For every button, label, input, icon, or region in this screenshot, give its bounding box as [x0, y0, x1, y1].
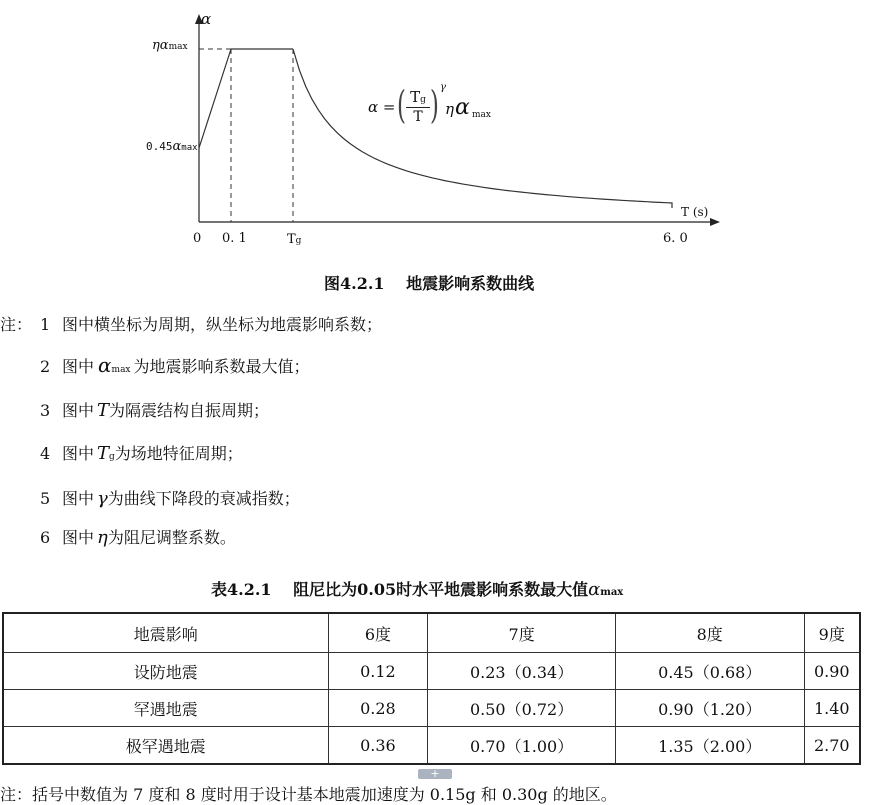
figure-caption: 图4.2.1 地震影响系数曲线 [324, 274, 535, 293]
note-text-post: 为阻尼调整系数。 [107, 528, 236, 547]
note-number: 3 [40, 401, 51, 420]
note-text-pre: 图中 [62, 401, 95, 420]
fraction-numerator: T [410, 88, 421, 106]
table-cell: 0.45（0.68） [615, 653, 804, 690]
alpha-symbol: α [98, 353, 112, 377]
fraction-denominator: T [413, 109, 423, 125]
g-subscript: g [295, 236, 302, 246]
note-item-2 [40, 353, 310, 377]
left-paren: ( [396, 83, 406, 127]
table-header-cell: 7度 [428, 613, 616, 653]
note-text-post: 为曲线下降段的衰减指数； [107, 489, 300, 508]
alpha-symbol: α [159, 38, 169, 53]
note-item-4 [40, 441, 243, 464]
note-number: 1 [40, 315, 51, 334]
max-subscript: max [600, 587, 624, 598]
table-cell: 设防地震 [3, 653, 328, 690]
note-text-post: 为场地特征周期； [114, 444, 243, 463]
note-number: 5 [40, 489, 51, 508]
eta-symbol: η [97, 527, 108, 548]
t-symbol: T [97, 400, 110, 421]
note-number: 2 [40, 357, 51, 376]
note-text-pre: 图中 [62, 489, 95, 508]
max-subscript: max [168, 42, 188, 52]
table-cell: 0.70（1.00） [428, 727, 616, 765]
note-text-post: 为隔震结构自振周期； [109, 401, 270, 420]
note-number: 4 [40, 444, 51, 463]
x-tick-0.1: 0. 1 [222, 231, 247, 246]
table-footnote: 注：括号中数值为 7 度和 8 度时用于设计基本地震加速度为 0.15g 和 0.30g 的地区。 [0, 785, 617, 804]
right-paren: ) [429, 83, 439, 127]
table-header-cell: 地震影响 [3, 613, 328, 653]
max-subscript: max [181, 143, 198, 153]
expand-handle-button[interactable] [418, 769, 452, 779]
table-cell: 1.40 [804, 690, 860, 727]
table-cell: 0.28 [328, 690, 428, 727]
note-item-6 [40, 525, 236, 548]
max-subscript: max [111, 365, 131, 375]
g-subscript: g [109, 452, 115, 462]
note-number: 6 [40, 528, 51, 547]
alpha-max-table [2, 612, 861, 765]
g-subscript: g [420, 95, 426, 105]
x-axis-label: T (s) [681, 205, 709, 219]
eta-symbol: η [445, 100, 454, 118]
x-axis-arrow [710, 218, 720, 226]
table-header-cell: 8度 [615, 613, 804, 653]
table-caption [211, 577, 623, 600]
table-caption-text: 表4.2.1 阻尼比为0.05时水平地震影响系数最大值 [211, 580, 589, 599]
table-cell: 0.90 [804, 653, 860, 690]
x-tick-0: 0 [193, 231, 202, 246]
x-tick-6.0: 6. 0 [663, 231, 688, 246]
table-row [3, 690, 860, 727]
alpha-symbol: α [588, 579, 601, 600]
note-item-3 [40, 398, 269, 421]
x-tick-tg [287, 232, 301, 247]
note-item-1 [40, 312, 382, 335]
decay-formula [368, 82, 498, 132]
table-cell: 0.23（0.34） [428, 653, 616, 690]
tg-symbol: T [287, 232, 296, 247]
table-cell: 0.50（0.72） [428, 690, 616, 727]
note-text: 图中横坐标为周期，纵坐标为地震影响系数； [62, 315, 383, 334]
fraction-bar [406, 107, 430, 108]
y-axis-label: α [201, 10, 212, 28]
gamma-symbol: γ [97, 488, 108, 509]
t-symbol: T [97, 443, 110, 464]
table-cell: 极罕遇地震 [3, 727, 328, 765]
max-subscript: max [472, 110, 491, 120]
table-row [3, 727, 860, 765]
alpha-symbol: α [455, 95, 470, 120]
table-header-row [3, 613, 860, 653]
table-cell: 罕遇地震 [3, 690, 328, 727]
note-text-post: 为地震影响系数最大值； [133, 357, 310, 376]
coef-045: 0.45 [146, 140, 173, 153]
table-cell: 0.12 [328, 653, 428, 690]
formula-lhs: α = [368, 98, 396, 116]
eta-symbol: η [152, 38, 160, 53]
gamma-exponent: γ [440, 82, 446, 93]
y-tick-045-alpha-max [146, 139, 198, 154]
note-text-pre: 图中 [62, 528, 95, 547]
table-row [3, 653, 860, 690]
table-cell: 2.70 [804, 727, 860, 765]
table-cell: 0.36 [328, 727, 428, 765]
note-text-pre: 图中 [62, 357, 95, 376]
table-cell: 1.35（2.00） [615, 727, 804, 765]
alpha-symbol: α [172, 139, 182, 154]
table-header-cell: 9度 [804, 613, 860, 653]
table-header-cell: 6度 [328, 613, 428, 653]
plus-icon: + [430, 767, 440, 780]
note-item-5 [40, 486, 300, 509]
curve-rise-segment [199, 49, 231, 148]
y-tick-eta-alpha-max [152, 38, 188, 53]
notes-intro: 注： [0, 315, 33, 334]
note-text-pre: 图中 [62, 444, 95, 463]
table-cell: 0.90（1.20） [615, 690, 804, 727]
fraction [406, 88, 430, 125]
